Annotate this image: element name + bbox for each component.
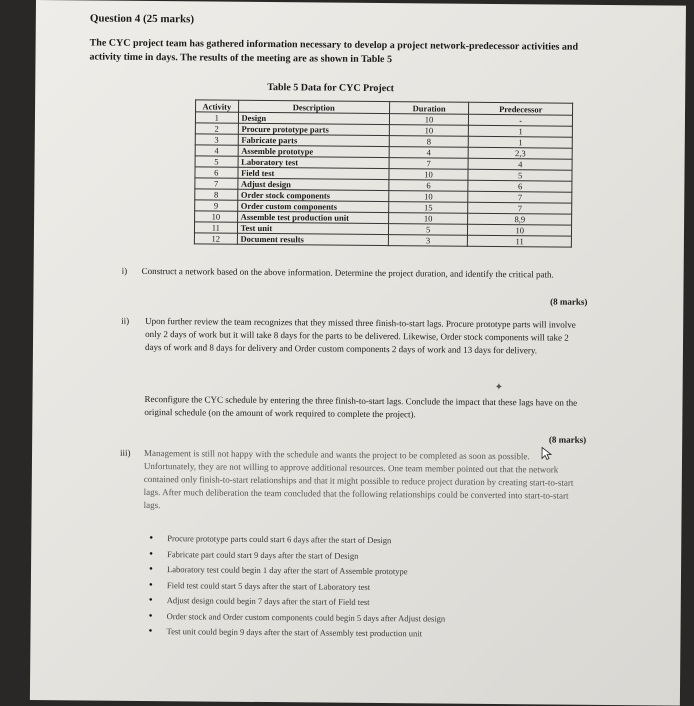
list-item: • Test unit could begin 9 days after the start of Assembly test production unit bbox=[148, 624, 445, 642]
cell-duration: 5 bbox=[388, 224, 468, 236]
cell-description: Fabricate parts bbox=[238, 134, 389, 146]
cell-predecessor: 11 bbox=[468, 235, 572, 247]
part-2-marks: (8 marks) bbox=[548, 434, 587, 445]
cell-duration: 15 bbox=[388, 202, 468, 214]
part-1 bbox=[122, 265, 554, 282]
cell-predecessor: 6 bbox=[468, 180, 572, 192]
list-item: • Procure prototype parts could start 6 days after the start of Design bbox=[149, 531, 446, 549]
cell-activity: 2 bbox=[195, 123, 238, 134]
cell-predecessor: 7 bbox=[468, 191, 572, 203]
cell-description: Order custom components bbox=[237, 200, 388, 212]
part-2-label: ii) bbox=[121, 315, 130, 326]
question-intro: The CYC project team has gathered information necessary to develop a project network-predecessor activities and activity time in days. The results of the meeting are as shown in Table 5 bbox=[89, 37, 579, 66]
document-page bbox=[30, 0, 686, 706]
cell-description: Order stock components bbox=[237, 189, 388, 201]
cell-activity: 3 bbox=[195, 134, 238, 145]
table-body bbox=[194, 112, 572, 247]
cell-activity: 12 bbox=[194, 233, 237, 244]
cell-description: Assemble prototype bbox=[238, 145, 389, 157]
cell-description: Design bbox=[238, 112, 389, 124]
question-title: Question 4 (25 marks) bbox=[89, 12, 195, 26]
cell-activity: 6 bbox=[195, 167, 238, 178]
cell-duration: 10 bbox=[389, 114, 469, 126]
cell-predecessor: - bbox=[469, 114, 573, 126]
list-item: • Laboratory test could begin 1 day after the start of Assemble prototype bbox=[149, 562, 446, 580]
cell-duration: 10 bbox=[389, 169, 469, 181]
cell-description: Adjust design bbox=[237, 178, 388, 190]
spark-mark: ✦ bbox=[494, 382, 504, 394]
cell-predecessor: 7 bbox=[468, 202, 572, 214]
header-description: Description bbox=[238, 100, 389, 113]
cell-activity: 1 bbox=[195, 112, 238, 123]
cell-duration: 3 bbox=[388, 235, 468, 247]
part-2-text-2: Reconfigure the CYC schedule by entering the three finish-to-start lags. Conclude the impact that these lags have on the original schedule (on the amount of work required to complete the project). bbox=[144, 393, 578, 420]
cell-activity: 9 bbox=[195, 200, 238, 211]
cell-activity: 4 bbox=[195, 145, 238, 156]
table-caption: Table 5 Data for CYC Project bbox=[267, 82, 395, 95]
cell-activity: 5 bbox=[195, 156, 238, 167]
header-activity: Activity bbox=[196, 100, 239, 112]
list-item: • Order stock and Order custom components could begin 5 days after Adjust design bbox=[149, 609, 446, 627]
cell-duration: 6 bbox=[389, 180, 469, 192]
part-1-label: i) bbox=[121, 265, 128, 276]
part-3-text: Management is still not happy with the schedule and wants the project to be completed as soon as possible. Unfortunately, they are not willing to approve additional resources. One team member pointed out that the network contained only finish-to-start relationships and that it might possible to reduce project duration by creating start-to-start lags. After much deliberation the team concluded that the following relationships could be converted into start-to-start lags. bbox=[143, 447, 574, 511]
list-item: • Fabricate part could start 9 days after the start of Design bbox=[149, 547, 446, 565]
header-duration: Duration bbox=[389, 102, 469, 115]
cell-duration: 10 bbox=[388, 213, 468, 225]
cell-predecessor: 8,9 bbox=[468, 213, 572, 225]
cell-duration: 4 bbox=[389, 147, 469, 159]
part-3-label: iii) bbox=[120, 447, 131, 458]
project-data-table bbox=[194, 99, 573, 247]
cell-description: Field test bbox=[238, 167, 389, 179]
part-2-text: Upon further review the team recognizes that they missed three finish-to-start lags. Procure prototype parts will involve only 2 days of work but it will take 8 days for the parts to be delivered. Likewise, Order stock components will take 2 days of work and 8 days for delivery and Order custom components 2 days of work and 13 days for delivery. bbox=[144, 315, 576, 356]
cell-duration: 8 bbox=[389, 136, 469, 148]
cell-description: Procure prototype parts bbox=[238, 123, 389, 135]
cell-predecessor: 4 bbox=[468, 158, 572, 170]
cell-predecessor: 10 bbox=[468, 224, 572, 236]
cell-duration: 10 bbox=[388, 191, 468, 203]
mouse-cursor-icon bbox=[540, 446, 554, 460]
header-predecessor: Predecessor bbox=[469, 102, 573, 115]
cell-predecessor: 2,3 bbox=[469, 147, 573, 159]
cell-activity: 7 bbox=[195, 178, 238, 189]
part-1-marks: (8 marks) bbox=[550, 296, 588, 307]
cell-activity: 8 bbox=[195, 189, 238, 200]
cell-activity: 11 bbox=[194, 222, 237, 233]
cell-duration: 7 bbox=[389, 158, 469, 170]
part-1-text: Construct a network based on the above information. Determine the project duration, and identify the critical path. bbox=[141, 265, 554, 280]
cell-duration: 10 bbox=[389, 125, 469, 137]
cell-predecessor: 5 bbox=[468, 169, 572, 181]
cell-description: Laboratory test bbox=[238, 156, 389, 168]
cell-activity: 10 bbox=[195, 211, 238, 222]
cell-predecessor: 1 bbox=[469, 136, 573, 148]
cell-description: Test unit bbox=[237, 222, 388, 234]
start-to-start-list bbox=[148, 531, 445, 642]
cell-predecessor: 1 bbox=[469, 125, 573, 137]
list-item: • Adjust design could begin 7 days after the start of Field test bbox=[149, 593, 446, 611]
list-item: • Field test could start 5 days after the start of Laboratory test bbox=[149, 578, 446, 596]
cell-description: Assemble test production unit bbox=[237, 211, 388, 223]
cell-description: Document results bbox=[237, 233, 388, 245]
